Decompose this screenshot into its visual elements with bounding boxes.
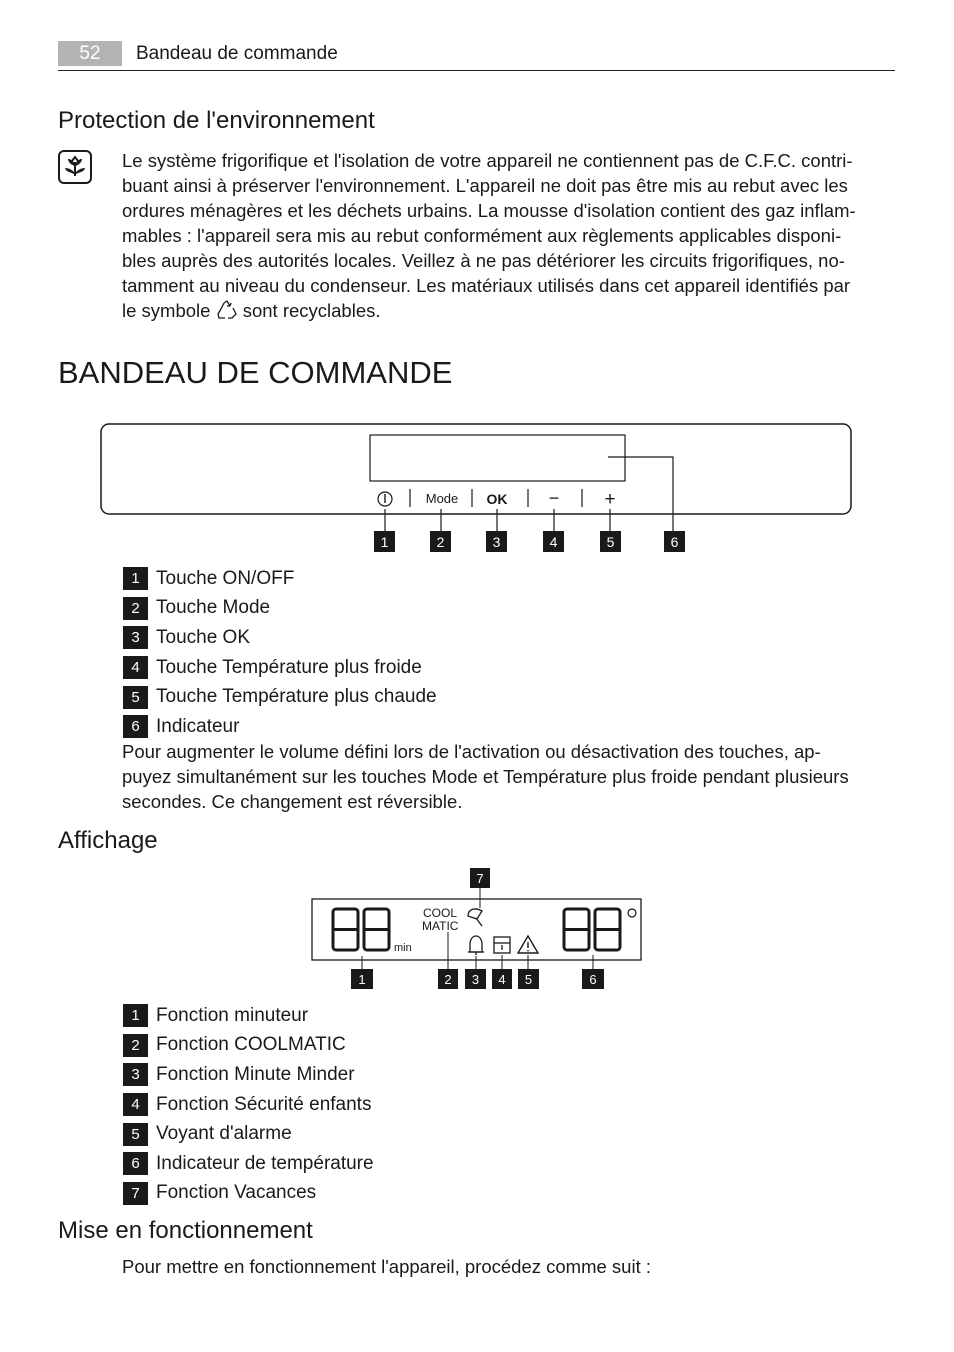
page-number: 52 <box>58 41 122 66</box>
list-item <box>123 653 437 683</box>
env-paragraph <box>122 148 897 323</box>
list-number-badge: 2 <box>123 1034 148 1057</box>
list-item <box>123 1119 374 1149</box>
env-line: ordures ménagères et les déchets urbains. La mousse d'isolation contient des gaz inflam- <box>122 200 856 221</box>
bell-icon <box>468 936 484 955</box>
mode-button-label: Mode <box>425 491 459 506</box>
plus-button-label: + <box>604 489 616 510</box>
svg-text:3: 3 <box>492 534 501 550</box>
list-item-label: Fonction minuteur <box>156 1004 309 1026</box>
panel-callout-6 <box>664 531 685 552</box>
minus-button-label: − <box>548 488 560 508</box>
volume-paragraph <box>122 739 897 814</box>
list-number-badge: 4 <box>123 656 148 679</box>
list-number-badge: 3 <box>123 626 148 649</box>
list-item-label: Voyant d'alarme <box>156 1123 292 1145</box>
svg-text:4: 4 <box>549 534 558 550</box>
list-item-label: Fonction COOLMATIC <box>156 1034 346 1056</box>
panel-outline <box>101 424 851 514</box>
list-number-badge: 4 <box>123 1093 148 1116</box>
svg-text:1: 1 <box>380 534 389 550</box>
min-label: min <box>394 942 412 954</box>
env-line-before-icon: le symbole <box>122 300 211 321</box>
header-rule <box>58 70 895 71</box>
list-item <box>123 1001 374 1031</box>
list-item-label: Touche OK <box>156 626 250 648</box>
minutes-digits <box>333 909 389 950</box>
env-line: tamment au niveau du condenseur. Les matériaux utilisés dans cet appareil identifiés par <box>122 275 851 296</box>
env-line: bles auprès des autorités locales. Veillez à ne pas détériorer les circuits frigorifiques, no- <box>122 250 845 271</box>
env-line: buant ainsi à préserver l'environnement. L'appareil ne doit pas être mis au rebut avec les <box>122 175 848 196</box>
running-head: Bandeau de commande <box>136 43 338 64</box>
list-item-label: Fonction Sécurité enfants <box>156 1093 372 1115</box>
display-heading: Affichage <box>58 827 158 854</box>
list-item <box>123 682 437 712</box>
svg-text:2: 2 <box>444 972 452 987</box>
main-title: BANDEAU DE COMMANDE <box>58 355 453 390</box>
list-item-label: Fonction Vacances <box>156 1182 317 1204</box>
list-item-label: Indicateur de température <box>156 1152 374 1174</box>
environment-flower-icon <box>58 150 92 184</box>
panel-callout-2 <box>430 531 451 552</box>
env-heading: Protection de l'environnement <box>58 107 375 134</box>
startup-text: Pour mettre en fonctionnement l'appareil, procédez comme suit : <box>122 1256 651 1277</box>
child-lock-icon <box>494 937 510 953</box>
svg-text:2: 2 <box>436 534 445 550</box>
list-number-badge: 5 <box>123 1123 148 1146</box>
panel-callout-4 <box>543 531 564 552</box>
display-callout-6 <box>582 969 604 989</box>
svg-text:5: 5 <box>606 534 615 550</box>
list-number-badge: 6 <box>123 715 148 738</box>
list-item-label: Touche Température plus froide <box>156 656 422 678</box>
list-number-badge: 1 <box>123 567 148 590</box>
degree-icon <box>628 909 636 917</box>
display-callout-1 <box>351 969 373 989</box>
env-line-last <box>122 298 897 323</box>
svg-text:1: 1 <box>358 972 366 987</box>
volume-line: secondes. Ce changement est réversible. <box>122 791 463 812</box>
cool-label: COOL <box>423 906 458 920</box>
display-callout-5 <box>518 969 539 989</box>
svg-text:4: 4 <box>498 972 506 987</box>
list-item <box>123 1090 374 1120</box>
volume-line: puyez simultanément sur les touches Mode et Température plus froide pendant plusieurs <box>122 766 849 787</box>
list-number-badge: 6 <box>123 1152 148 1175</box>
matic-label: MATIC <box>422 919 459 933</box>
display-callout-2 <box>438 969 458 989</box>
display-callout-3 <box>465 969 486 989</box>
list-item <box>123 1179 374 1209</box>
svg-text:3: 3 <box>471 972 480 987</box>
display-callout-4 <box>492 969 512 989</box>
control-panel-diagram <box>100 423 854 558</box>
list-item-label: Indicateur <box>156 715 240 737</box>
list-item <box>123 623 437 653</box>
panel-callout-5 <box>600 531 621 552</box>
env-line-after-icon: sont recyclables. <box>242 300 381 321</box>
display-legend-list <box>123 1001 374 1208</box>
list-item <box>123 1031 374 1061</box>
power-icon <box>378 492 392 506</box>
svg-text:6: 6 <box>670 534 679 550</box>
list-item-label: Touche Mode <box>156 597 271 619</box>
svg-text:5: 5 <box>524 972 533 987</box>
alarm-warning-icon <box>518 936 538 953</box>
display-diagram <box>310 866 644 990</box>
svg-text:7: 7 <box>476 871 484 886</box>
list-item-label: Touche ON/OFF <box>156 567 295 589</box>
list-item <box>123 564 437 594</box>
display-outline <box>312 899 641 960</box>
list-item <box>123 594 437 624</box>
panel-callout-1 <box>374 531 395 552</box>
svg-text:6: 6 <box>589 972 597 987</box>
holiday-umbrella-icon <box>468 909 482 926</box>
list-item <box>123 712 437 742</box>
env-line: mables : l'appareil sera mis au rebut conformément aux règlements applicables disponi- <box>122 225 842 246</box>
ok-button-label: OK <box>486 491 508 507</box>
panel-display-window <box>370 435 625 481</box>
panel-callout-3 <box>486 531 507 552</box>
list-number-badge: 2 <box>123 597 148 620</box>
list-number-badge: 7 <box>123 1182 148 1205</box>
env-line: Le système frigorifique et l'isolation de votre appareil ne contiennent pas de C.F.C. contri- <box>122 150 853 171</box>
list-number-badge: 5 <box>123 686 148 709</box>
panel-legend-list <box>123 564 437 742</box>
list-item-label: Touche Température plus chaude <box>156 686 437 708</box>
list-item <box>123 1149 374 1179</box>
startup-heading: Mise en fonctionnement <box>58 1217 313 1244</box>
list-item-label: Fonction Minute Minder <box>156 1063 355 1085</box>
callout-line-6 <box>608 457 673 531</box>
temperature-digits <box>564 909 620 950</box>
recycle-icon <box>216 300 238 320</box>
list-number-badge: 1 <box>123 1004 148 1027</box>
list-number-badge: 3 <box>123 1063 148 1086</box>
list-item <box>123 1060 374 1090</box>
volume-line: Pour augmenter le volume défini lors de l'activation ou désactivation des touches, ap- <box>122 741 821 762</box>
display-callout-7 <box>470 868 490 888</box>
